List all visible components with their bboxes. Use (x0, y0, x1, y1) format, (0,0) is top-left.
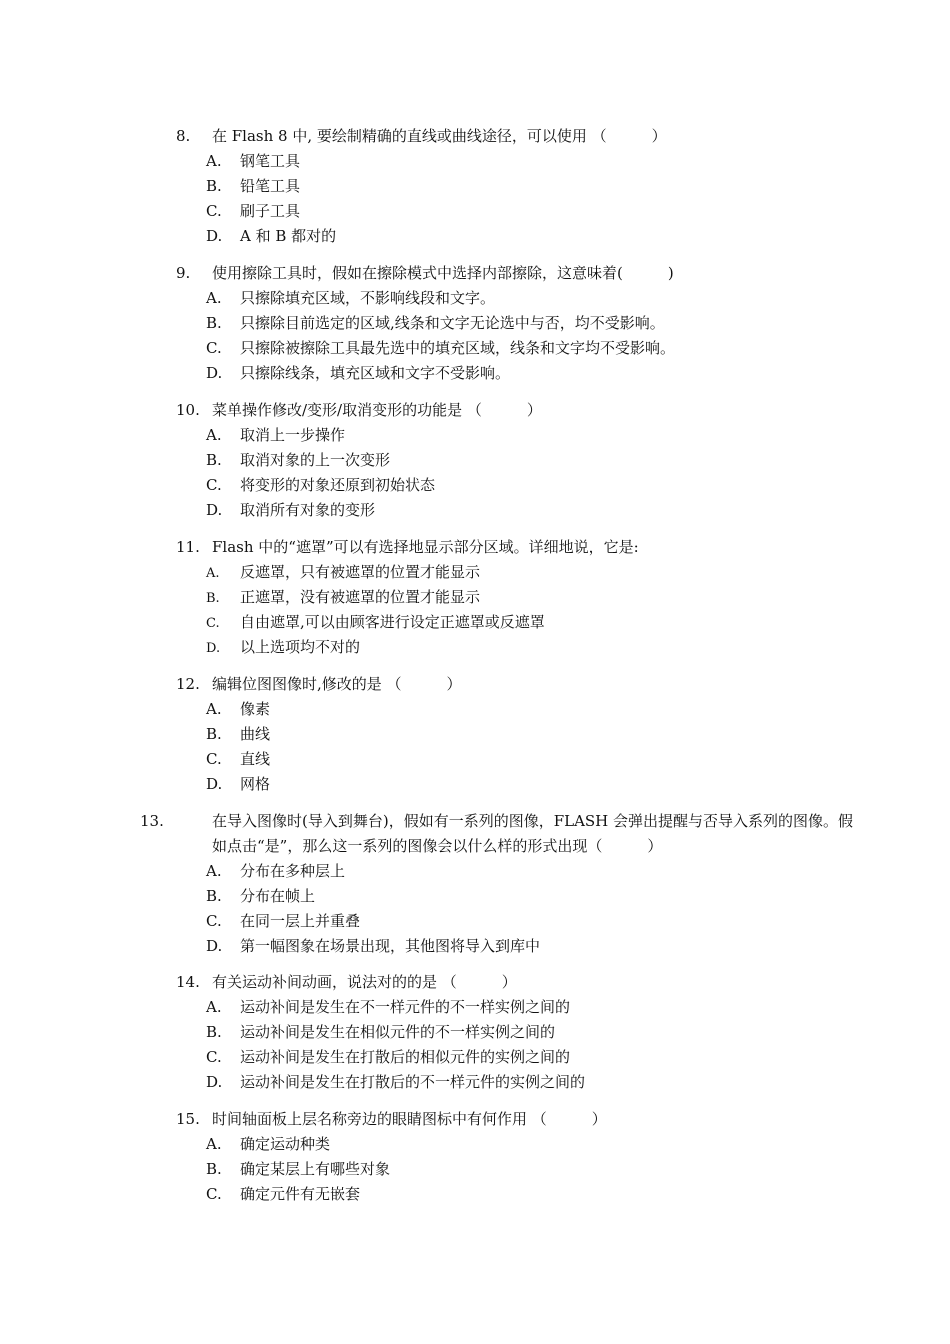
option-c: C. 刷子工具 (206, 202, 301, 220)
option-d: D. 第一幅图象在场景出现，其他图将导入到库中 (206, 937, 541, 955)
question-11 (176, 535, 856, 660)
question-text: 有关运动补间动画，说法对的的是 （ ） (212, 973, 517, 991)
question-stem (176, 970, 856, 995)
option-c: C. 确定元件有无嵌套 (206, 1185, 361, 1203)
question-stem (176, 535, 856, 560)
question-text: 时间轴面板上层名称旁边的眼睛图标中有何作用 （ ） (212, 1110, 607, 1128)
option-d: D. A 和 B 都对的 (206, 227, 337, 245)
question-10 (176, 398, 856, 523)
question-text: Flash 中的“遮罩”可以有选择地显示部分区域。详细地说，它是: (212, 538, 639, 556)
option-c: C. 运动补间是发生在打散后的相似元件的实例之间的 (206, 1048, 571, 1066)
option-c: C. 自由遮罩,可以由顾客进行设定正遮罩或反遮罩 (206, 613, 545, 631)
option-a: A. 像素 (206, 700, 271, 718)
option-c: C. 将变形的对象还原到初始状态 (206, 476, 436, 494)
question-text: 使用擦除工具时，假如在擦除模式中选择内部擦除，这意味着( ) (212, 264, 674, 282)
option-d: D. 只擦除线条，填充区域和文字不受影响。 (206, 364, 511, 382)
question-text: 在导入图像时(导入到舞台)，假如有一系列的图像，FLASH 会弹出提醒与否导入系列的图像。假如点击“是”，那么这一系列的图像会以什么样的形式出现（ ） (212, 812, 854, 855)
question-text: 编辑位图图像时,修改的是 （ ） (212, 675, 462, 693)
option-c: C. 直线 (206, 750, 271, 768)
question-number: 14. (176, 973, 200, 991)
question-12 (176, 672, 856, 797)
option-a: A. 钢笔工具 (206, 152, 301, 170)
question-14 (176, 970, 856, 1095)
option-a: A. 分布在多种层上 (206, 862, 346, 880)
question-9 (176, 261, 856, 386)
question-number: 8. (176, 127, 191, 145)
option-d: D. 取消所有对象的变形 (206, 501, 376, 519)
option-c: C. 在同一层上并重叠 (206, 912, 361, 930)
question-number: 10. (176, 401, 200, 419)
question-8 (176, 124, 856, 249)
option-b: B. 正遮罩，没有被遮罩的位置才能显示 (206, 588, 481, 606)
question-stem (176, 398, 856, 423)
option-b: B. 运动补间是发生在相似元件的不一样实例之间的 (206, 1023, 556, 1041)
question-number: 12. (176, 675, 200, 693)
question-13 (140, 809, 856, 959)
question-15 (176, 1107, 856, 1207)
option-a: A. 反遮罩，只有被遮罩的位置才能显示 (206, 563, 481, 581)
question-number: 15. (176, 1110, 200, 1128)
question-number: 13. (140, 812, 164, 830)
option-a: A. 取消上一步操作 (206, 426, 346, 444)
question-stem (176, 1107, 856, 1132)
question-stem (176, 672, 856, 697)
question-text: 在 Flash 8 中, 要绘制精确的直线或曲线途径，可以使用 （ ） (212, 127, 667, 145)
option-b: B. 分布在帧上 (206, 887, 316, 905)
question-stem (176, 124, 856, 149)
option-c: C. 只擦除被擦除工具最先选中的填充区域，线条和文字均不受影响。 (206, 339, 676, 357)
question-text: 菜单操作修改/变形/取消变形的功能是 （ ） (212, 401, 542, 419)
option-a: A. 运动补间是发生在不一样元件的不一样实例之间的 (206, 998, 571, 1016)
question-number: 9. (176, 264, 191, 282)
question-stem (140, 809, 856, 859)
question-number: 11. (176, 538, 200, 556)
option-b: B. 只擦除目前选定的区域,线条和文字无论选中与否，均不受影响。 (206, 314, 665, 332)
option-b: B. 取消对象的上一次变形 (206, 451, 391, 469)
option-d: D. 以上选项均不对的 (206, 638, 361, 656)
option-b: B. 铅笔工具 (206, 177, 301, 195)
option-b: B. 确定某层上有哪些对象 (206, 1160, 391, 1178)
option-a: A. 只擦除填充区域，不影响线段和文字。 (206, 289, 496, 307)
option-d: D. 网格 (206, 775, 271, 793)
option-b: B. 曲线 (206, 725, 271, 743)
option-d: D. 运动补间是发生在打散后的不一样元件的实例之间的 (206, 1073, 586, 1091)
option-a: A. 确定运动种类 (206, 1135, 331, 1153)
question-stem (176, 261, 856, 286)
